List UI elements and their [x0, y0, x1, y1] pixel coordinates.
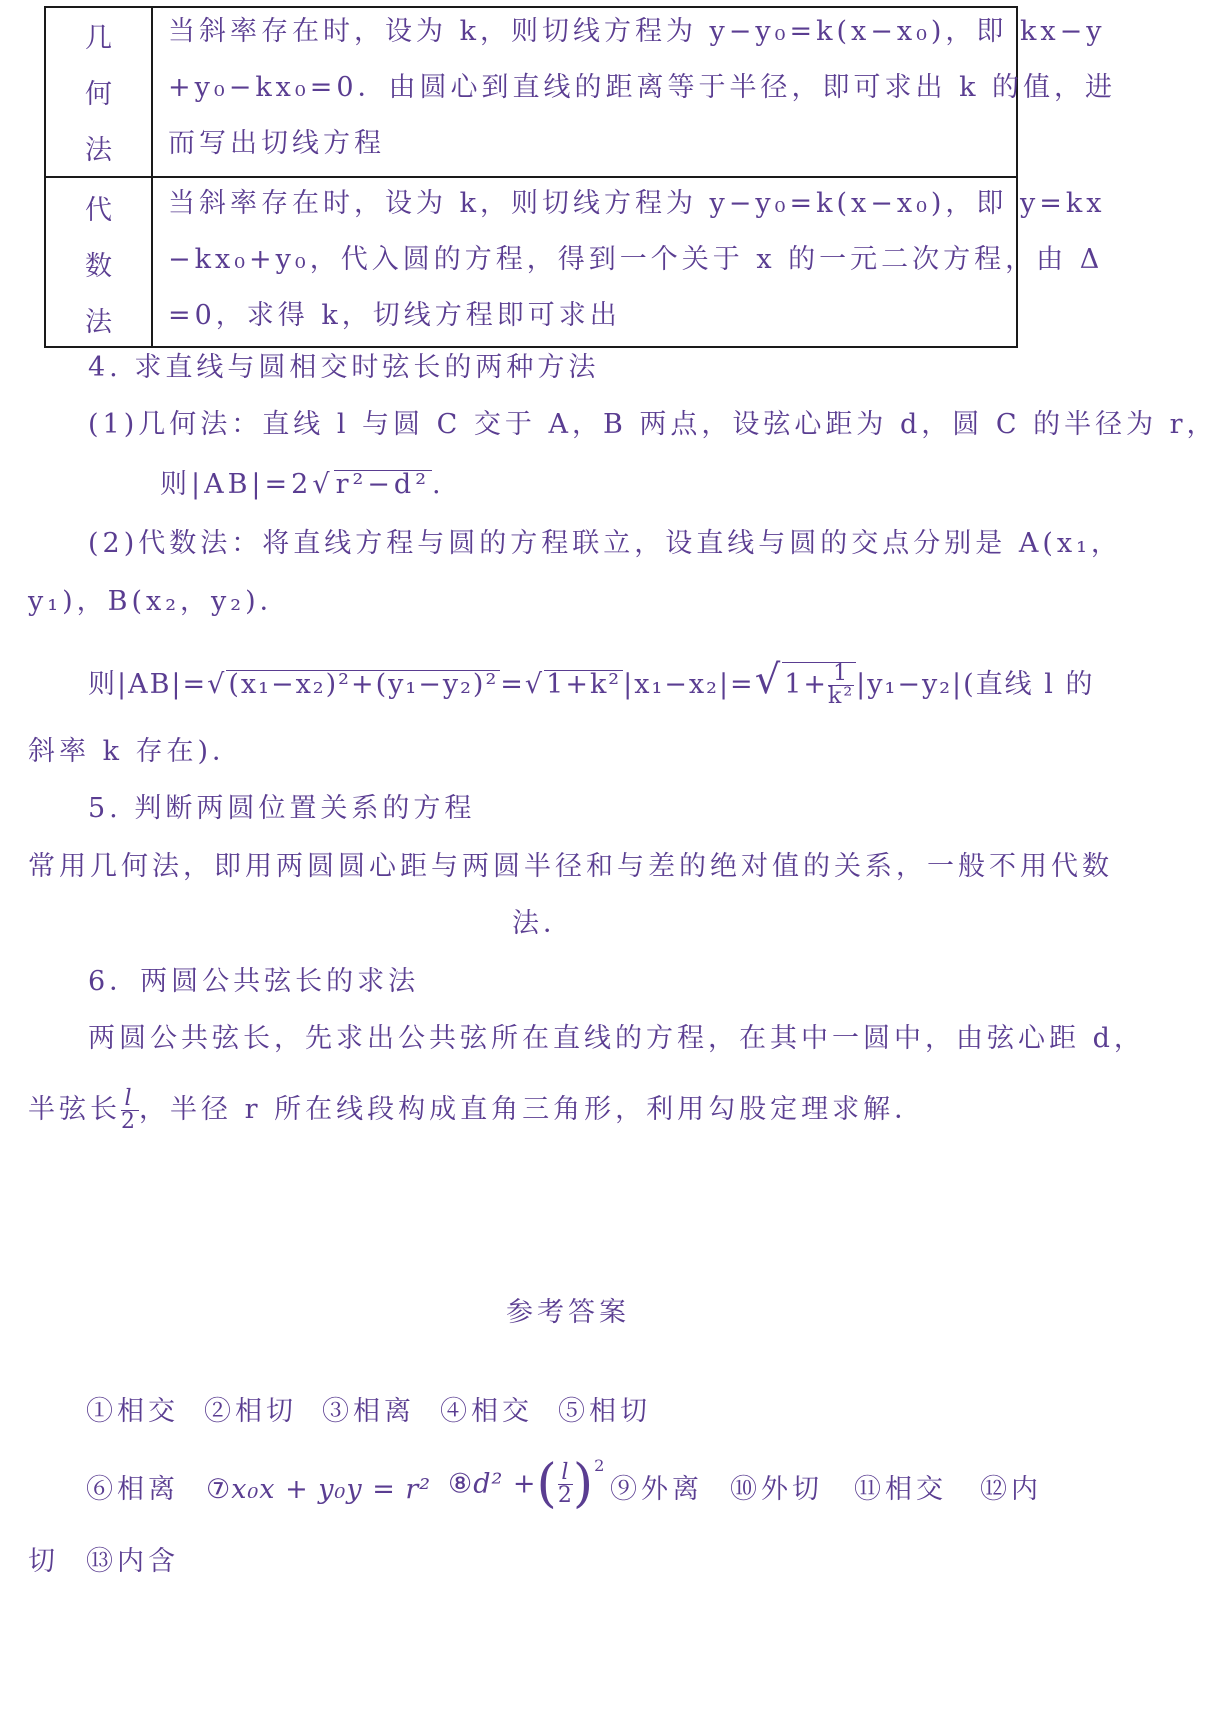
radicand-2: 1+k² — [546, 669, 622, 700]
row2-text-line: 当斜率存在时，设为 k，则切线方程为 y−y₀=k(x−x₀)，即 y=kx — [168, 188, 1106, 219]
table-row-divider — [46, 176, 1016, 178]
fraction-numerator: 1 — [828, 663, 854, 686]
fraction-numerator: l — [558, 1462, 573, 1485]
formula-prefix: 则|AB|= — [88, 669, 208, 700]
section4-geometric-method: (1)几何法：直线 l 与圆 C 交于 A，B 两点，设弦心距为 d，圆 C 的半径为 r， — [88, 409, 1218, 440]
answer-item: ⑥相离 — [86, 1474, 179, 1505]
section4-algebraic-method-cont: y₁)，B(x₂，y₂)． — [28, 586, 291, 617]
sqrt-symbol: √ — [754, 657, 783, 703]
row2-label-char: 代 — [85, 195, 112, 226]
method-table — [44, 6, 1117, 348]
abs-diff-x: |x₁−x₂|= — [623, 669, 755, 700]
answer-fraction — [557, 1459, 573, 1508]
row1-text-line: +y₀−kx₀=0．由圆心到直线的距离等于半径，即可求出 k 的值，进 — [168, 72, 1117, 103]
answer-item: ⑬内含 — [86, 1546, 179, 1577]
answer-item: ⑪相交 — [854, 1474, 947, 1505]
answer-number: ⑦ — [206, 1474, 232, 1505]
half-chord-fraction — [121, 1088, 139, 1133]
section5-body: 常用几何法，即用两圆圆心距与两圆半径和与差的绝对值的关系，一般不用代数 — [28, 851, 1113, 882]
tangent-equation: x₀x + y₀y = r² — [231, 1474, 432, 1505]
fraction-numerator: l — [121, 1088, 139, 1111]
answer-item: ⑩外切 — [730, 1474, 823, 1505]
radicand-3 — [782, 662, 856, 708]
geometric-chord-formula — [160, 470, 445, 498]
half-chord-label: 半弦长 — [28, 1094, 121, 1125]
section6-body-end: ，半径 r 所在线段构成直角三角形，利用勾股定理求解． — [139, 1094, 926, 1125]
algebraic-chord-formula — [88, 657, 1095, 709]
exponent: 2 — [594, 1456, 606, 1475]
formula-radicand: r²−d² — [335, 469, 431, 500]
sqrt-symbol: √ — [524, 669, 545, 700]
row1-label-char: 几 — [85, 23, 112, 54]
answers-title: 参考答案 — [506, 1297, 630, 1328]
table-column-divider — [151, 8, 153, 346]
row1-text-line: 而写出切线方程 — [168, 128, 385, 159]
row2-label-char: 法 — [85, 307, 112, 338]
answer-item: ⑨外离 — [610, 1474, 703, 1505]
radicand-3-fraction — [828, 663, 854, 708]
row1-label-char: 法 — [85, 135, 112, 166]
section6-heading: 6．两圆公共弦长的求法 — [88, 966, 420, 997]
right-paren: ) — [572, 1454, 595, 1514]
answer-item-8 — [448, 1454, 606, 1514]
section6-body-cont — [28, 1088, 925, 1133]
fraction-denominator: k² — [828, 684, 855, 709]
section6-body: 两圆公共弦长，先求出公共弦所在直线的方程，在其中一圆中，由弦心距 d， — [88, 1023, 1145, 1054]
row1-text-line: 当斜率存在时，设为 k，则切线方程为 y−y₀=k(x−x₀)，即 kx−y — [168, 16, 1106, 47]
answer-item: ①相交 — [86, 1396, 179, 1427]
answer-item: ③相离 — [322, 1396, 415, 1427]
row1-label-char: 何 — [85, 79, 112, 110]
formula-suffix: |y₁−y₂|(直线 l 的 — [856, 669, 1095, 700]
answer-item: ④相交 — [440, 1396, 533, 1427]
formula-suffix: . — [432, 469, 445, 500]
sqrt-symbol: √ — [207, 669, 227, 700]
left-paren: ( — [536, 1454, 558, 1514]
row2-text-line: =0，求得 k，切线方程即可求出 — [168, 300, 621, 331]
fraction-denominator: 2 — [121, 1109, 139, 1134]
answer-item: ②相切 — [204, 1396, 297, 1427]
answer-expression: d² + — [473, 1468, 537, 1500]
answer-number: ⑧ — [448, 1468, 474, 1500]
radicand-3-pre: 1+ — [784, 669, 828, 700]
answer-item: ⑫内 — [980, 1474, 1042, 1505]
formula-prefix: 则|AB|=2 — [160, 469, 313, 500]
sqrt-symbol: √ — [312, 469, 334, 500]
equals: = — [500, 669, 525, 700]
section4-algebraic-method: (2)代数法：将直线方程与圆的方程联立，设直线与圆的交点分别是 A(x₁， — [88, 528, 1122, 559]
answer-item-7 — [206, 1476, 431, 1503]
answer-item: ⑤相切 — [558, 1396, 651, 1427]
section4-slope-condition: 斜率 k 存在)． — [28, 736, 244, 767]
section4-heading: 4. 求直线与圆相交时弦长的两种方法 — [88, 352, 600, 383]
answer-item-cont: 切 — [28, 1546, 59, 1577]
radicand-1: (x₁−x₂)²+(y₁−y₂)² — [228, 669, 499, 700]
fraction-denominator: 2 — [557, 1482, 573, 1508]
row2-text-line: −kx₀+y₀，代入圆的方程，得到一个关于 x 的一元二次方程，由 Δ — [168, 244, 1104, 275]
section5-body-cont: 法． — [512, 908, 574, 939]
section5-heading: 5. 判断两圆位置关系的方程 — [88, 793, 476, 824]
row2-label-char: 数 — [85, 251, 112, 282]
